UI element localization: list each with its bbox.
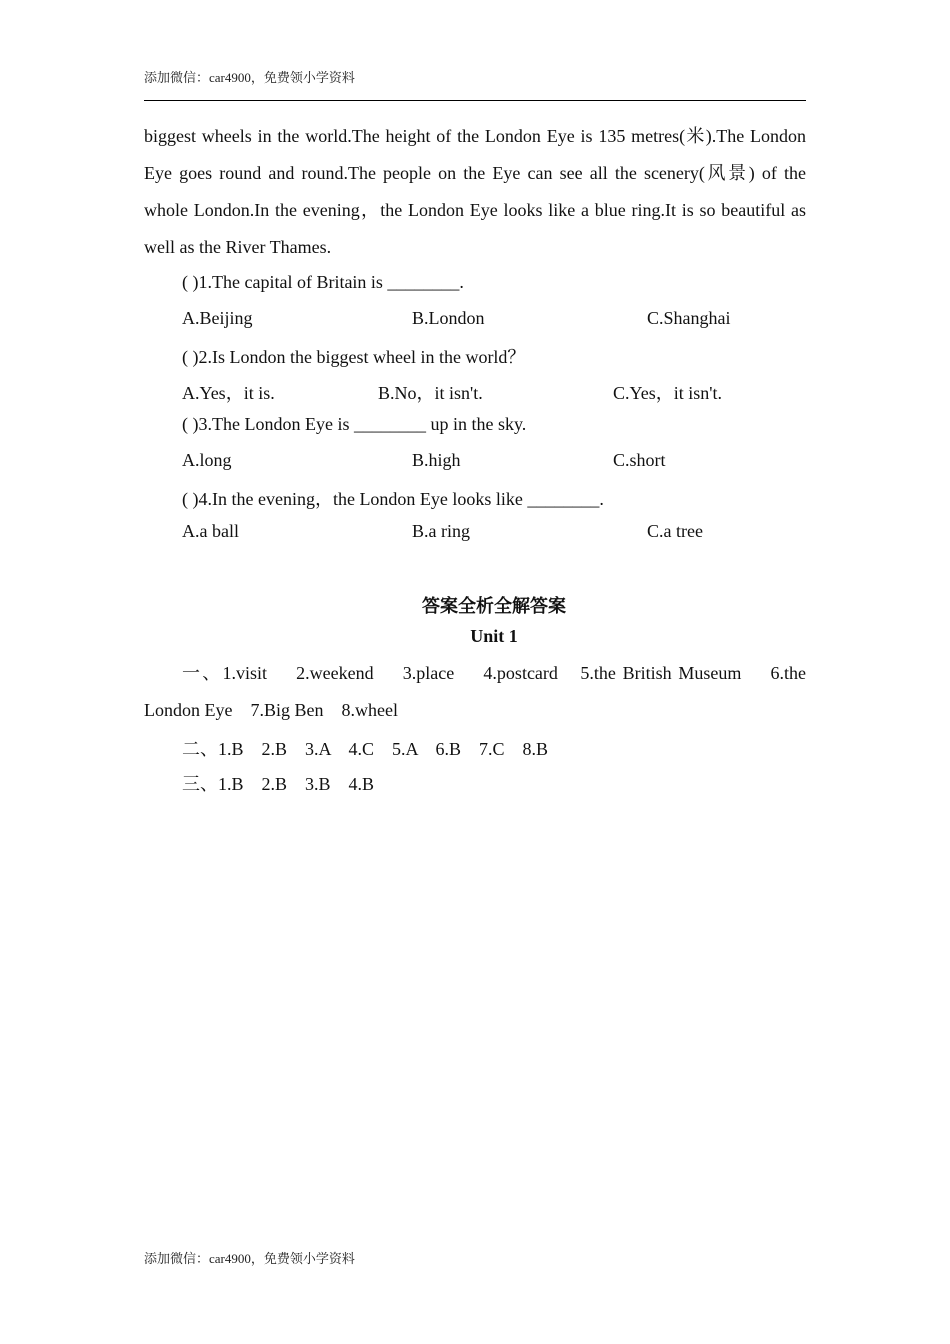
header-divider bbox=[144, 100, 806, 101]
question-3-stem: ( )3.The London Eye is ________ up in the sky. bbox=[182, 414, 527, 434]
question-4-option-a: A.a ball bbox=[182, 521, 239, 541]
page-header: 添加微信：car4900，免费领小学资料 bbox=[144, 70, 355, 85]
question-2-option-a: A.Yes，it is. bbox=[182, 383, 275, 403]
question-3-option-a: A.long bbox=[182, 450, 232, 470]
question-4-option-c: C.a tree bbox=[647, 521, 703, 541]
answers-part-1: 一、1.visit 2.weekend 3.place 4.postcard 5.the British Museum 6.the London Eye 7.Big Ben 8.wheel bbox=[144, 663, 806, 720]
question-4-option-b: B.a ring bbox=[412, 521, 470, 541]
question-2-option-b: B.No，it isn't. bbox=[378, 383, 483, 403]
answers-part-3: 三、1.B 2.B 3.B 4.B bbox=[182, 774, 375, 794]
question-2-option-c: C.Yes，it isn't. bbox=[613, 383, 722, 403]
question-1-option-b: B.London bbox=[412, 308, 485, 328]
question-2-stem: ( )2.Is London the biggest wheel in the world？ bbox=[182, 347, 526, 367]
answers-unit-heading: Unit 1 bbox=[470, 626, 518, 646]
question-4-stem: ( )4.In the evening，the London Eye looks like ________. bbox=[182, 489, 604, 509]
question-1-option-a: A.Beijing bbox=[182, 308, 253, 328]
question-1-option-c: C.Shanghai bbox=[647, 308, 731, 328]
question-3-option-c: C.short bbox=[613, 450, 666, 470]
answers-title: 答案全析全解答案 bbox=[422, 596, 566, 616]
reading-passage: biggest wheels in the world.The height of the London Eye is 135 metres(米).The London Eye goes round and round.The people on the Eye can see all the scenery(风景) of the whole London.In the evening，the London Eye looks like a blue ring.It is so beautiful as well as the River Thames. bbox=[144, 126, 806, 257]
answers-part-2: 二、1.B 2.B 3.A 4.C 5.A 6.B 7.C 8.B bbox=[182, 739, 549, 759]
page-footer: 添加微信：car4900，免费领小学资料 bbox=[144, 1251, 355, 1266]
question-3-option-b: B.high bbox=[412, 450, 461, 470]
question-1-stem: ( )1.The capital of Britain is ________. bbox=[182, 272, 464, 292]
